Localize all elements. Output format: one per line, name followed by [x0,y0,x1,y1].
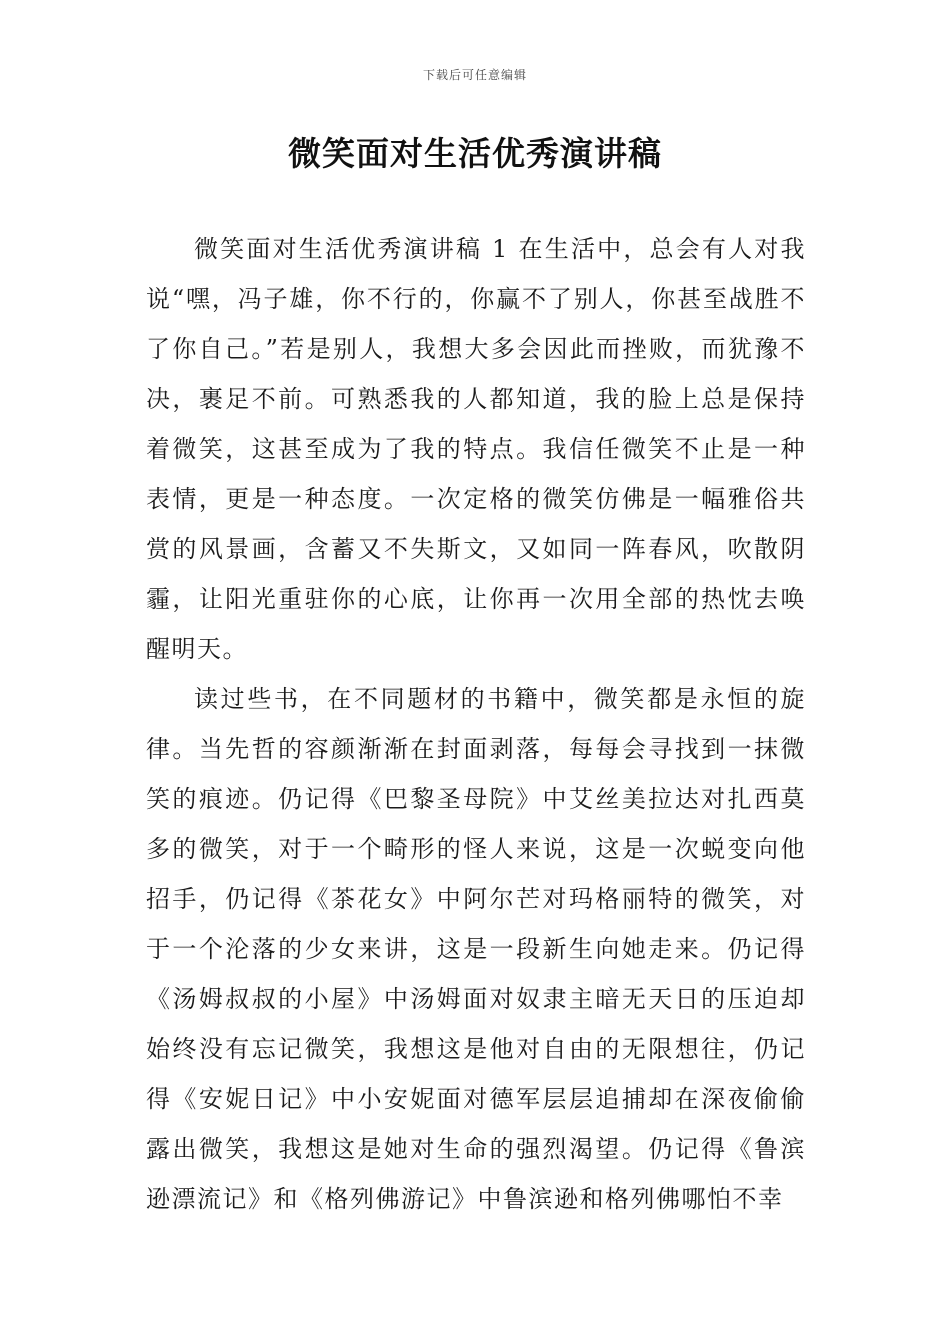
paragraph-2: 读过些书，在不同题材的书籍中，微笑都是永恒的旋律。当先哲的容颜渐渐在封面剥落，每每会寻找到一抹微笑的痕迹。仍记得《巴黎圣母院》中艾丝美拉达对扎西莫多的微笑，对于一个畸形的怪人来说，这是一次蜕变向他招手，仍记得《茶花女》中阿尔芒对玛格丽特的微笑，对于一个沦落的少女来讲，这是一段新生向她走来。仍记得《汤姆叔叔的小屋》中汤姆面对奴隶主暗无天日的压迫却始终没有忘记微笑，我想这是他对自由的无限想往，仍记得《安妮日记》中小安妮面对德军层层追捕却在深夜偷偷露出微笑，我想这是她对生命的强烈渴望。仍记得《鲁滨逊漂流记》和《格列佛游记》中鲁滨逊和格列佛哪怕不幸 [146,685,806,1213]
paragraph-1: 微笑面对生活优秀演讲稿 1 在生活中，总会有人对我说“嘿，冯子雄，你不行的，你赢不了别人，你甚至战胜不了你自己。”若是别人，我想大多会因此而挫败，而犹豫不决，裹足不前。可熟悉我的人都知道，我的脸上总是保持着微笑，这甚至成为了我的特点。我信任微笑不止是一种表情，更是一种态度。一次定格的微笑仿佛是一幅雅俗共赏的风景画，含蓄又不失斯文，又如同一阵春风，吹散阴霾，让阳光重驻你的心底，让你再一次用全部的热忱去唤醒明天。 [146,235,806,663]
document-body [146,224,806,1224]
document-title: 微笑面对生活优秀演讲稿 [288,134,662,173]
header-note: 下载后可任意编辑 [422,68,527,82]
